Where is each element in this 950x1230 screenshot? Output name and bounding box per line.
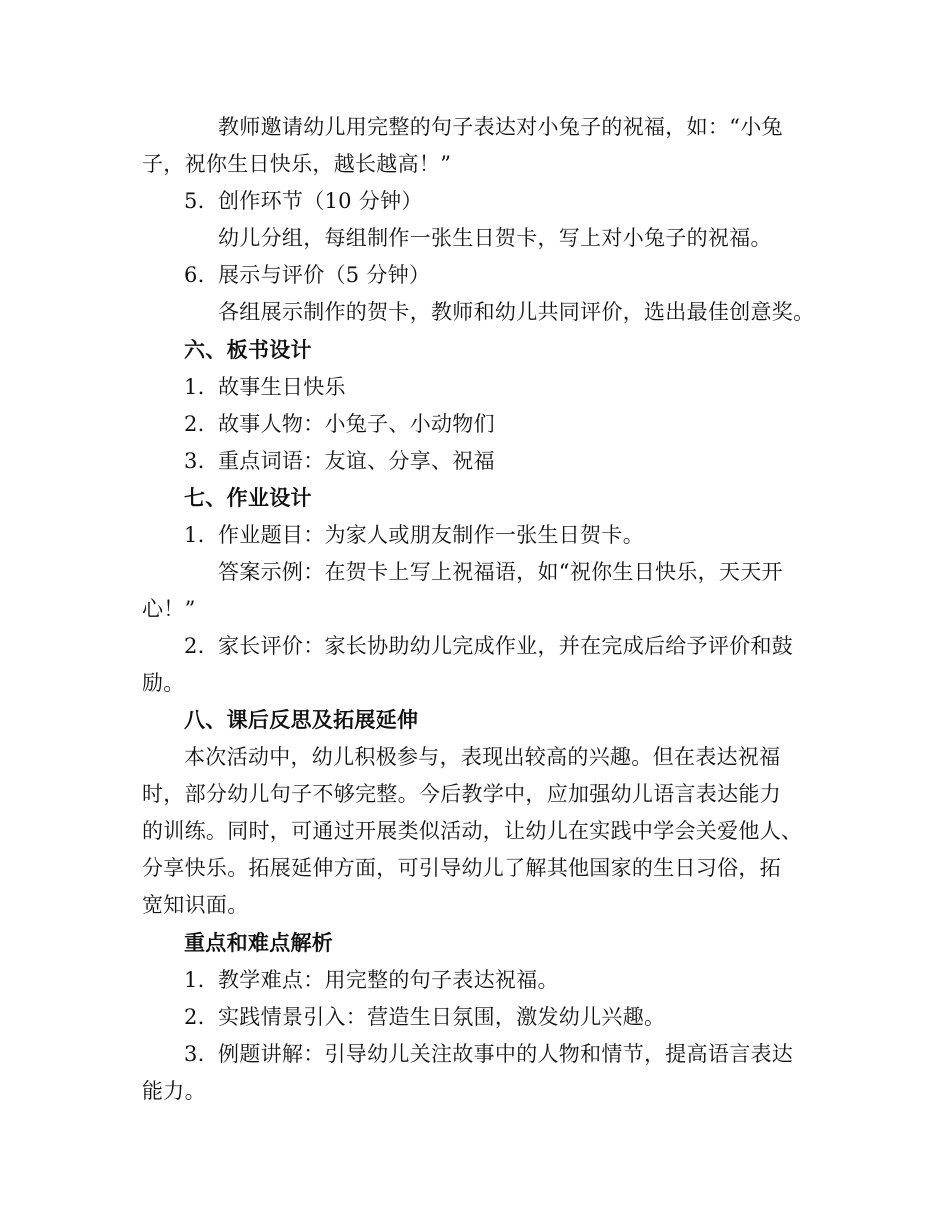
paragraph-line: 的训练。同时，可通过开展类似活动，让幼儿在实践中学会关爱他人、: [142, 819, 803, 843]
list-item: [184, 966, 559, 994]
list-number: 3.: [184, 1042, 205, 1066]
list-item: [184, 1003, 665, 1031]
paragraph-line: 幼儿分组，每组制作一张生日贺卡，写上对小兔子的祝福。: [218, 226, 772, 250]
paragraph-line: 宽知识面。: [142, 893, 249, 917]
list-text: 例题讲解：引导幼儿关注故事中的人物和情节，提高语言表达: [218, 1042, 794, 1066]
list-text: 创作环节（10 分钟）: [218, 189, 423, 213]
list-item: [184, 1040, 793, 1068]
list-text: 故事生日快乐: [218, 375, 346, 399]
list-item-step6: [184, 261, 430, 289]
paragraph-line: 分享快乐。拓展延伸方面，可引导幼儿了解其他国家的生日习俗，拓: [142, 856, 781, 880]
section-heading: 六、板书设计: [184, 338, 312, 362]
list-item: [184, 373, 346, 401]
list-text: 教学难点：用完整的句子表达祝福。: [218, 968, 559, 992]
list-item-step5: [184, 187, 423, 215]
list-text: 家长评价：家长协助幼儿完成作业，并在完成后给予评价和鼓: [218, 634, 794, 658]
list-number: 2.: [184, 412, 205, 436]
list-text: 作业题目：为家人或朋友制作一张生日贺卡。: [218, 523, 644, 547]
paragraph-line: 子，祝你生日快乐，越长越高！”: [142, 152, 452, 176]
paragraph-line: 各组展示制作的贺卡，教师和幼儿共同评价，选出最佳创意奖。: [218, 300, 815, 324]
paragraph-line: 教师邀请幼儿用完整的句子表达对小兔子的祝福，如：“小兔: [218, 115, 783, 139]
list-number: 2.: [184, 634, 205, 658]
list-number: 3.: [184, 449, 205, 473]
paragraph-line: 本次活动中，幼儿积极参与，表现出较高的兴趣。但在表达祝福: [184, 745, 781, 769]
list-number: 6.: [184, 263, 205, 287]
list-item: [184, 632, 793, 660]
section-heading: 八、课后反思及拓展延伸: [184, 708, 419, 732]
list-item: [184, 410, 495, 438]
paragraph-line: 能力。: [142, 1079, 206, 1103]
list-number: 2.: [184, 1005, 205, 1029]
list-text: 实践情景引入：营造生日氛围，激发幼儿兴趣。: [218, 1005, 666, 1029]
section-heading: 七、作业设计: [184, 486, 312, 510]
list-item: [184, 447, 495, 475]
list-number: 1.: [184, 523, 205, 547]
list-text: 故事人物：小兔子、小动物们: [218, 412, 495, 436]
list-item: [184, 521, 644, 549]
list-text: 重点词语：友谊、分享、祝福: [218, 449, 495, 473]
paragraph-line: 时，部分幼儿句子不够完整。今后教学中，应加强幼儿语言表达能力: [142, 782, 781, 806]
list-text: 展示与评价（5 分钟）: [218, 263, 431, 287]
paragraph-line: 励。: [142, 671, 185, 695]
paragraph-line: 答案示例：在贺卡上写上祝福语，如“祝你生日快乐，天天开: [218, 560, 783, 584]
paragraph-line: 心！”: [142, 597, 196, 621]
section-heading: 重点和难点解析: [184, 931, 334, 955]
list-number: 5.: [184, 189, 205, 213]
list-number: 1.: [184, 968, 205, 992]
list-number: 1.: [184, 375, 205, 399]
